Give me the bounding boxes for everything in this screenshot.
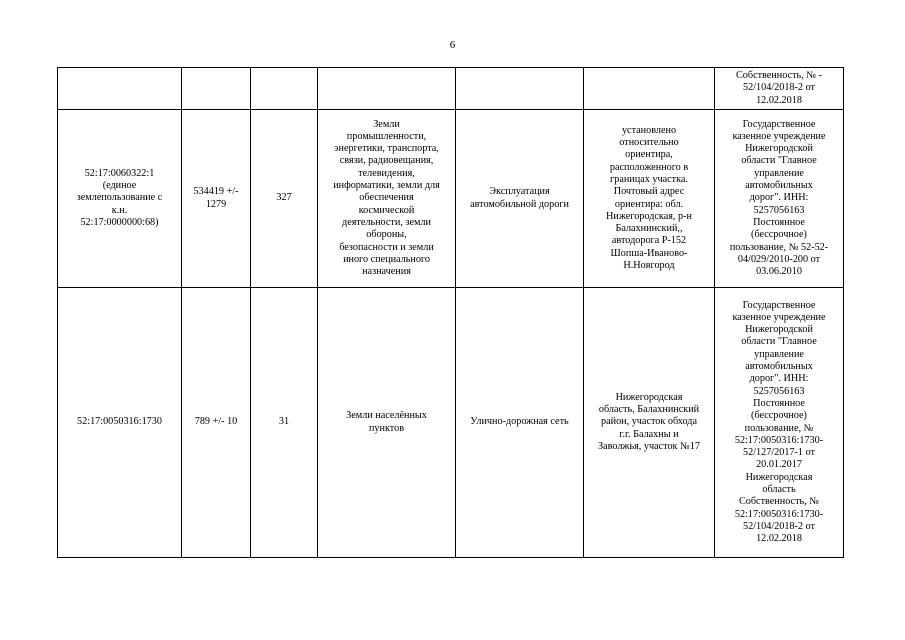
rights-cell: Собственность, № - 52/104/2018-2 от 12.02.2018 (715, 68, 844, 110)
table-row (58, 110, 844, 288)
land-category-cell (318, 68, 456, 110)
land-plots-table (57, 67, 844, 558)
location-cell: Нижегородская область, Балахнинский район, участок обхода г.г. Балахны и Заволжья, участок №17 (584, 288, 715, 558)
land-category-cell: Земли населённых пунктов (318, 288, 456, 558)
rights-cell: Государственное казенное учреждение Нижегородской области "Главное управление автомобильных дорог". ИНН: 5257056163 Постоянное (бессрочное) пользование, № 52-52- 04/029/2010-200 от 03.06.2010 (715, 110, 844, 288)
area-cell: 789 +/- 10 (182, 288, 251, 558)
page-number: 6 (449, 39, 456, 51)
location-cell (584, 68, 715, 110)
count-cell (251, 68, 318, 110)
table-row (58, 68, 844, 110)
permitted-use-cell: Улично-дорожная сеть (456, 288, 584, 558)
table-row (58, 288, 844, 558)
permitted-use-cell (456, 68, 584, 110)
count-cell: 327 (251, 110, 318, 288)
area-cell: 534419 +/- 1279 (182, 110, 251, 288)
land-category-cell: Земли промышленности, энергетики, транспорта, связи, радиовещания, телевидения, информатики, земли для обеспечения космической деятельности, земли обороны, безопасности и земли иного специального назначения (318, 110, 456, 288)
rights-cell: Государственное казенное учреждение Нижегородской области "Главное управление автомобильных дорог". ИНН: 5257056163 Постоянное (бессрочное) пользование, № 52:17:0050316:1730- 52/127/2017-1 от 20.01.2017 Нижегородская область Собственность, № 52:17:0050316:1730- 52/104/2018-2 от 12.02.2018 (715, 288, 844, 558)
count-cell: 31 (251, 288, 318, 558)
permitted-use-cell: Эксплуатация автомобильной дороги (456, 110, 584, 288)
cadastral-number-cell: 52:17:0060322:1 (единое землепользование с к.н. 52:17:0000000:68) (58, 110, 182, 288)
location-cell: установлено относительно ориентира, расположенного в границах участка. Почтовый адрес ориентира: обл. Нижегородская, р-н Балахнинский,, автодорога Р-152 Шопша-Иваново- Н.Новгород (584, 110, 715, 288)
cadastral-number-cell: 52:17:0050316:1730 (58, 288, 182, 558)
area-cell (182, 68, 251, 110)
cadastral-number-cell (58, 68, 182, 110)
